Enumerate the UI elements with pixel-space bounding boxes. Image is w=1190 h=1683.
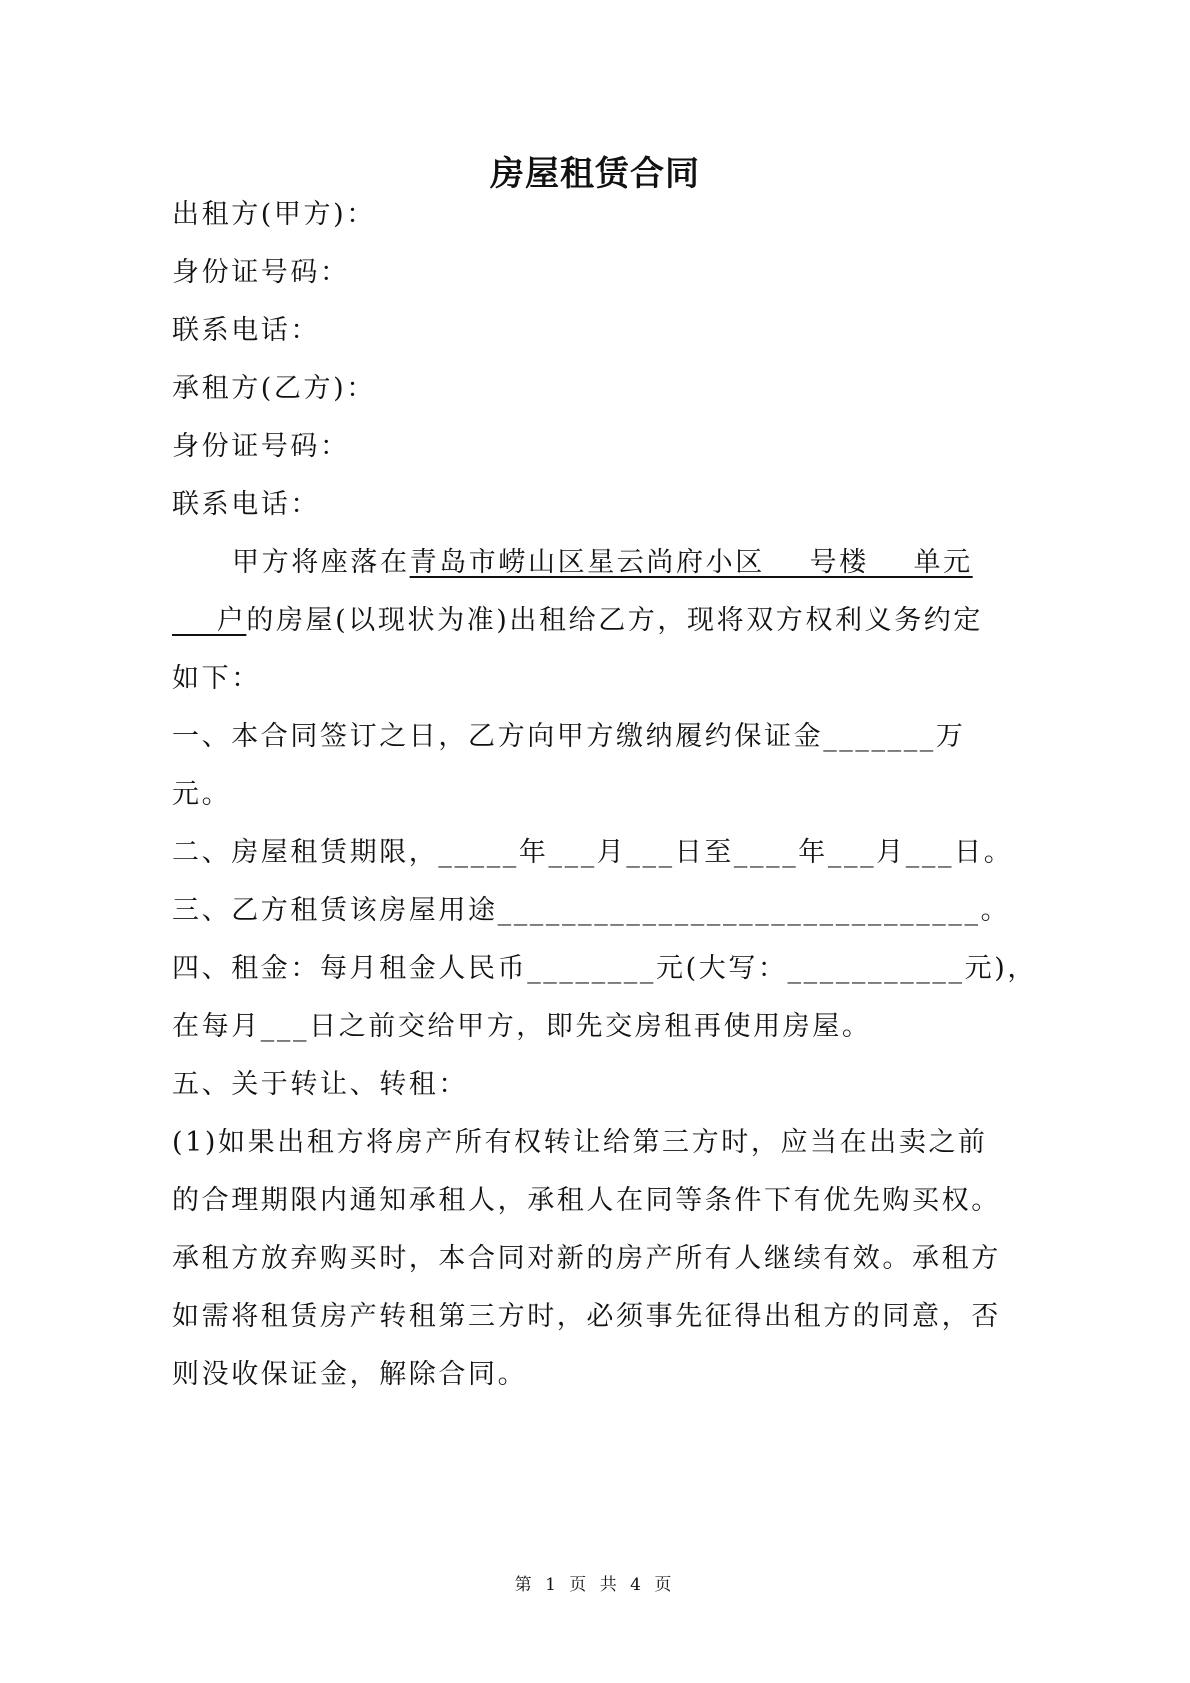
clause-5-p1-line-5: 则没收保证金，解除合同。 <box>172 1359 528 1390</box>
preamble-rest: 的房屋(以现状为准)出租给乙方，现将双方权利义务约定 <box>246 605 984 636</box>
party-a-phone-label: 联系电话： <box>172 315 320 346</box>
clause-2: 二、房屋租赁期限，_____年___月___日至____年___月___日。 <box>172 837 1014 868</box>
clause-5-p1-line-2: 的合理期限内通知承租人，承租人在同等条件下有优先购买权。 <box>172 1185 1001 1216</box>
preamble-line-1 <box>232 544 973 582</box>
preamble-lead: 甲方将座落在 <box>232 547 410 578</box>
document-title: 房屋租赁合同 <box>490 154 700 194</box>
page-footer: 第 1 页 共 4 页 <box>514 1575 676 1595</box>
clause-5-p1-line-1: (1)如果出租方将房产所有权转让给第三方时，应当在出卖之前 <box>172 1127 988 1158</box>
preamble-line-2 <box>172 602 983 640</box>
party-b-label: 承租方(乙方)： <box>172 373 376 404</box>
property-address: 青岛市崂山区星云尚府小区 号楼 单元 <box>409 547 973 578</box>
party-a-label: 出租方(甲方)： <box>172 199 376 230</box>
clause-4-line-1: 四、租金：每月租金人民币________元(大写：___________元)， <box>172 953 1037 984</box>
party-b-id-label: 身份证号码： <box>172 431 350 462</box>
party-a-id-label: 身份证号码： <box>172 257 350 288</box>
clause-1-line-2: 元。 <box>172 779 232 810</box>
party-b-phone-label: 联系电话： <box>172 489 320 520</box>
clause-5-p1-line-3: 承租方放弃购买时，本合同对新的房产所有人继续有效。承租方 <box>172 1243 1001 1274</box>
clause-4-line-2: 在每月___日之前交给甲方，即先交房租再使用房屋。 <box>172 1011 872 1042</box>
clause-3: 三、乙方租赁该房屋用途______________________________。 <box>172 895 1011 926</box>
clause-5-p1-line-4: 如需将租赁房产转租第三方时，必须事先征得出租方的同意，否 <box>172 1301 1001 1332</box>
clause-5-title: 五、关于转让、转租： <box>172 1069 468 1100</box>
clause-1-line-1: 一、本合同签订之日，乙方向甲方缴纳履约保证金_______万 <box>172 721 966 752</box>
property-unit: 户 <box>172 605 247 636</box>
preamble-line-3: 如下： <box>172 663 261 694</box>
